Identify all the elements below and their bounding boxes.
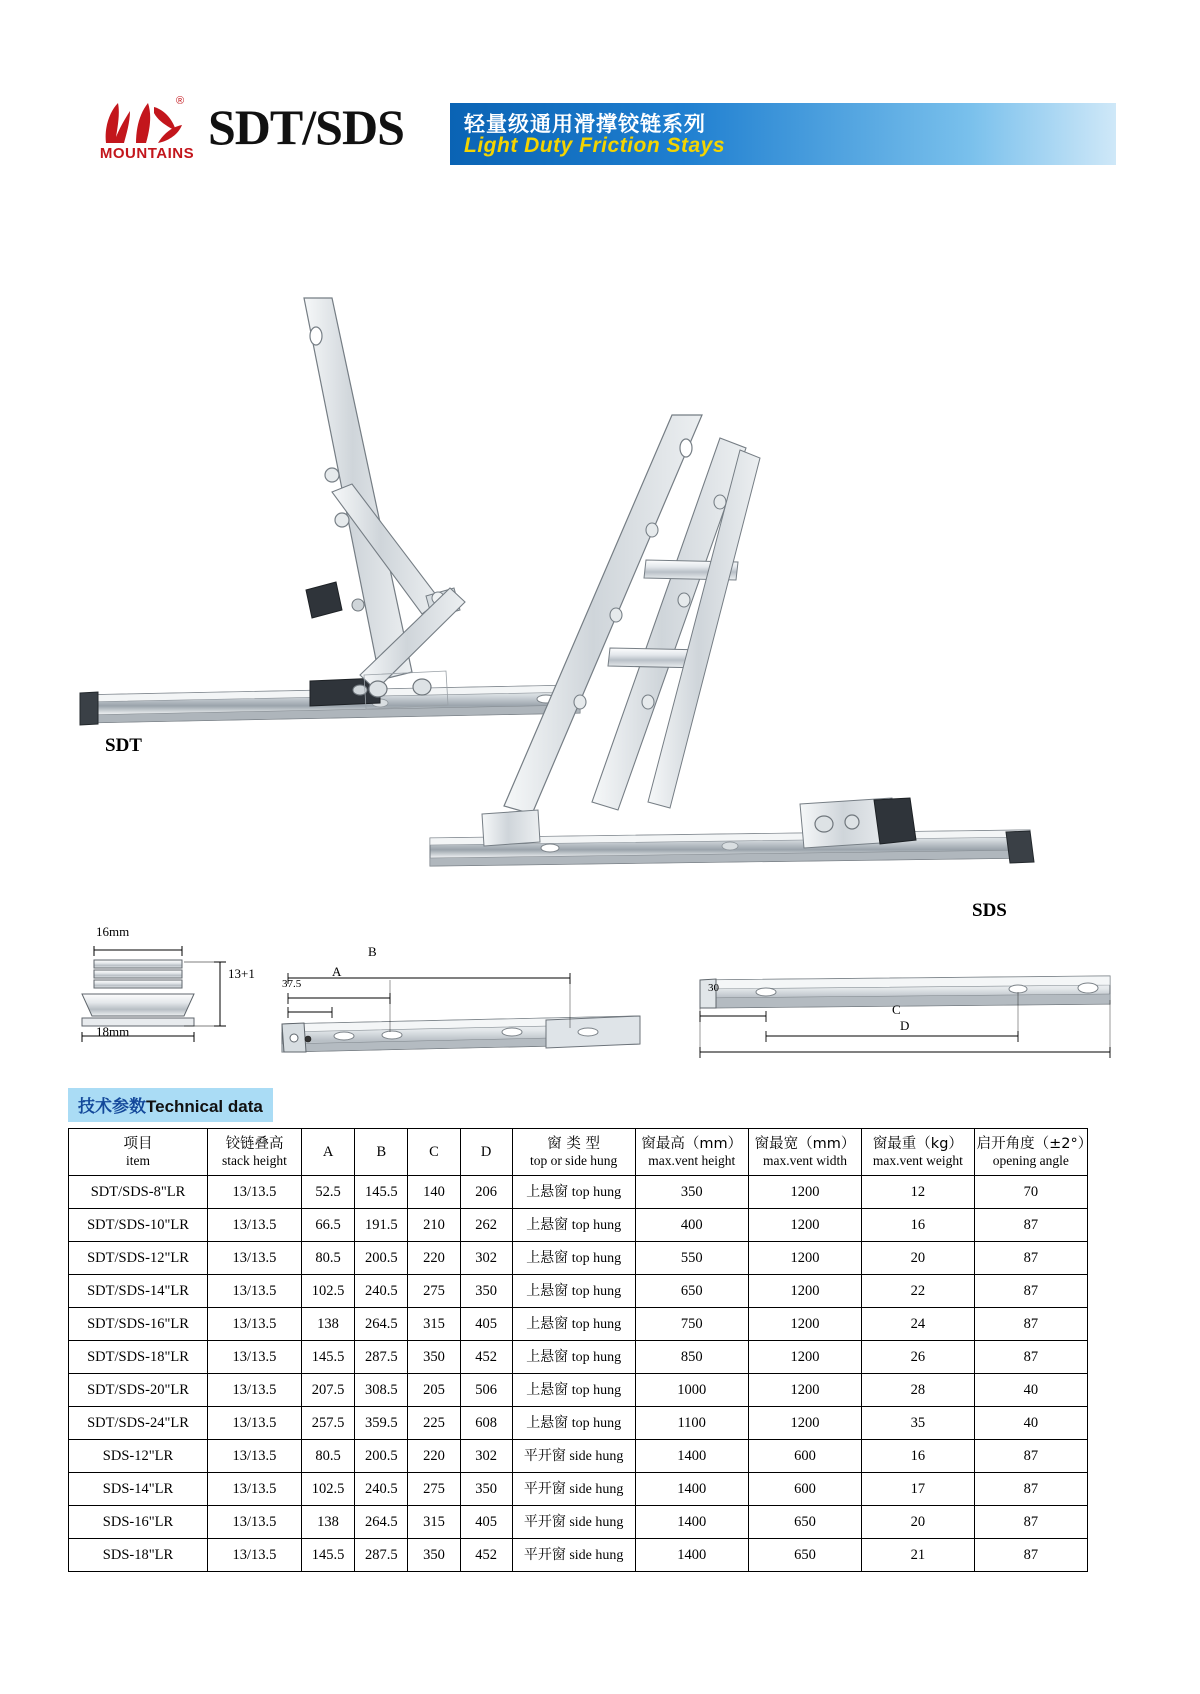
max-vent-width-cell: 650 — [748, 1539, 861, 1572]
a-cell: 145.5 — [301, 1341, 354, 1374]
table-row — [69, 1275, 1088, 1308]
item-cell: SDT/SDS-8"LR — [69, 1176, 208, 1209]
d-cell: 405 — [460, 1506, 512, 1539]
item-cell: SDT/SDS-18"LR — [69, 1341, 208, 1374]
b-cell: 264.5 — [355, 1506, 408, 1539]
c-cell: 225 — [408, 1407, 460, 1440]
max-vent-weight-cell: 26 — [862, 1341, 975, 1374]
window-type-cell — [512, 1374, 635, 1407]
window-type-cell — [512, 1440, 635, 1473]
table-row — [69, 1374, 1088, 1407]
table-row — [69, 1242, 1088, 1275]
window-type-cell — [512, 1209, 635, 1242]
max-vent-width-cell: 1200 — [748, 1242, 861, 1275]
b-cell: 264.5 — [355, 1308, 408, 1341]
max-vent-height-cell: 1400 — [635, 1473, 748, 1506]
window-type-cell — [512, 1539, 635, 1572]
c-cell: 315 — [408, 1506, 460, 1539]
b-cell: 200.5 — [355, 1440, 408, 1473]
technical-data-heading — [68, 1088, 273, 1122]
stack-height-cell: 13/13.5 — [208, 1440, 302, 1473]
d-cell: 405 — [460, 1308, 512, 1341]
max-vent-height-cell: 850 — [635, 1341, 748, 1374]
a-cell: 207.5 — [301, 1374, 354, 1407]
window-type-cell — [512, 1176, 635, 1209]
c-cell: 275 — [408, 1275, 460, 1308]
c-cell: 220 — [408, 1242, 460, 1275]
window-type-cell — [512, 1242, 635, 1275]
window-type-cell — [512, 1341, 635, 1374]
opening-angle-cell: 87 — [974, 1275, 1087, 1308]
window-type-cn: 上悬窗 — [526, 1414, 569, 1431]
d-cell: 608 — [460, 1407, 512, 1440]
label-sdt: SDT — [105, 735, 142, 756]
max-vent-weight-cell: 22 — [862, 1275, 975, 1308]
item-cell: SDS-16"LR — [69, 1506, 208, 1539]
table-body — [69, 1176, 1088, 1572]
col-max-vent-height: 窗最高（mm） max.vent height — [635, 1129, 748, 1176]
c-cell: 210 — [408, 1209, 460, 1242]
table-row — [69, 1308, 1088, 1341]
window-type-en: top hung — [568, 1184, 622, 1200]
window-type-cn: 平开窗 — [523, 1447, 566, 1464]
stack-height-cell: 13/13.5 — [208, 1374, 302, 1407]
window-type-en: top hung — [568, 1316, 622, 1332]
brand-name: MOUNTAINS — [99, 145, 195, 162]
stack-height-cell: 13/13.5 — [208, 1176, 302, 1209]
stack-height-cell: 13/13.5 — [208, 1539, 302, 1572]
table-row — [69, 1506, 1088, 1539]
product-illustrations — [60, 270, 1140, 950]
table-row — [69, 1209, 1088, 1242]
registered-mark: ® — [176, 95, 185, 107]
opening-angle-cell: 87 — [974, 1209, 1087, 1242]
col-d: D — [460, 1129, 512, 1176]
opening-angle-cell: 87 — [974, 1506, 1087, 1539]
d-cell: 350 — [460, 1473, 512, 1506]
max-vent-height-cell: 1400 — [635, 1440, 748, 1473]
window-type-cn: 平开窗 — [523, 1546, 566, 1563]
a-cell: 52.5 — [301, 1176, 354, 1209]
max-vent-width-cell: 1200 — [748, 1374, 861, 1407]
b-cell: 287.5 — [355, 1341, 408, 1374]
max-vent-weight-cell: 20 — [862, 1506, 975, 1539]
d-cell: 302 — [460, 1440, 512, 1473]
c-cell: 350 — [408, 1341, 460, 1374]
col-item: 项目 item — [69, 1129, 208, 1176]
a-cell: 138 — [301, 1308, 354, 1341]
d-cell: 206 — [460, 1176, 512, 1209]
window-type-cell — [512, 1275, 635, 1308]
max-vent-weight-cell: 12 — [862, 1176, 975, 1209]
max-vent-width-cell: 650 — [748, 1506, 861, 1539]
col-opening-angle: 启开角度（±2°） opening angle — [974, 1129, 1087, 1176]
d-cell: 452 — [460, 1539, 512, 1572]
b-cell: 145.5 — [355, 1176, 408, 1209]
d-cell: 302 — [460, 1242, 512, 1275]
dim-375-label: 37.5 — [282, 978, 302, 990]
brand-logo — [88, 95, 206, 173]
technical-data-heading-cn: 技术参数 — [78, 1097, 146, 1117]
table-row — [69, 1440, 1088, 1473]
item-cell: SDT/SDS-20"LR — [69, 1374, 208, 1407]
dim-30-label: 30 — [708, 982, 719, 994]
max-vent-weight-cell: 17 — [862, 1473, 975, 1506]
item-cell: SDT/SDS-24"LR — [69, 1407, 208, 1440]
a-cell: 80.5 — [301, 1440, 354, 1473]
a-cell: 145.5 — [301, 1539, 354, 1572]
d-cell: 350 — [460, 1275, 512, 1308]
max-vent-width-cell: 1200 — [748, 1341, 861, 1374]
max-vent-weight-cell: 16 — [862, 1440, 975, 1473]
title-banner — [450, 103, 1116, 165]
a-cell: 257.5 — [301, 1407, 354, 1440]
c-cell: 350 — [408, 1539, 460, 1572]
dim-height: 13+1 — [228, 966, 255, 981]
max-vent-width-cell: 600 — [748, 1440, 861, 1473]
item-cell: SDT/SDS-14"LR — [69, 1275, 208, 1308]
dimension-drawings — [60, 920, 1140, 1060]
max-vent-width-cell: 1200 — [748, 1275, 861, 1308]
a-cell: 80.5 — [301, 1242, 354, 1275]
sdt-drawing — [80, 298, 580, 725]
max-vent-weight-cell: 28 — [862, 1374, 975, 1407]
max-vent-weight-cell: 35 — [862, 1407, 975, 1440]
item-cell: SDT/SDS-12"LR — [69, 1242, 208, 1275]
b-cell: 287.5 — [355, 1539, 408, 1572]
dim-d-label: D — [900, 1018, 910, 1033]
window-type-en: top hung — [568, 1349, 622, 1365]
d-cell: 506 — [460, 1374, 512, 1407]
table-header-row — [69, 1129, 1088, 1176]
table-row — [69, 1407, 1088, 1440]
d-cell: 452 — [460, 1341, 512, 1374]
window-type-cn: 上悬窗 — [526, 1249, 569, 1266]
item-cell: SDS-12"LR — [69, 1440, 208, 1473]
b-cell: 240.5 — [355, 1473, 408, 1506]
max-vent-height-cell: 650 — [635, 1275, 748, 1308]
c-cell: 140 — [408, 1176, 460, 1209]
b-cell: 200.5 — [355, 1242, 408, 1275]
technical-data-heading-en: Technical data — [146, 1097, 263, 1116]
section-and-profile-views — [60, 920, 1140, 1060]
opening-angle-cell: 87 — [974, 1242, 1087, 1275]
opening-angle-cell: 87 — [974, 1539, 1087, 1572]
c-cell: 205 — [408, 1374, 460, 1407]
c-cell: 315 — [408, 1308, 460, 1341]
window-type-en: top hung — [568, 1382, 622, 1398]
window-type-en: side hung — [565, 1514, 624, 1530]
window-type-cell — [512, 1308, 635, 1341]
max-vent-weight-cell: 20 — [862, 1242, 975, 1275]
max-vent-height-cell: 550 — [635, 1242, 748, 1275]
table-row — [69, 1473, 1088, 1506]
sdt-main-arm — [304, 298, 412, 680]
window-type-en: top hung — [568, 1283, 622, 1299]
table-row — [69, 1176, 1088, 1209]
col-stack-height: 铰链叠高 stack height — [208, 1129, 302, 1176]
window-type-en: top hung — [568, 1217, 622, 1233]
item-cell: SDT/SDS-16"LR — [69, 1308, 208, 1341]
label-sds: SDS — [972, 900, 1007, 921]
col-max-vent-weight: 窗最重（kg） max.vent weight — [862, 1129, 975, 1176]
technical-data-table — [68, 1128, 1093, 1572]
window-type-cell — [512, 1407, 635, 1440]
max-vent-height-cell: 1100 — [635, 1407, 748, 1440]
stack-height-cell: 13/13.5 — [208, 1209, 302, 1242]
b-cell: 240.5 — [355, 1275, 408, 1308]
opening-angle-cell: 87 — [974, 1440, 1087, 1473]
window-type-en: top hung — [568, 1415, 622, 1431]
banner-title-en: Light Duty Friction Stays — [464, 134, 726, 157]
max-vent-weight-cell: 16 — [862, 1209, 975, 1242]
max-vent-height-cell: 750 — [635, 1308, 748, 1341]
dim-a-label: A — [332, 964, 342, 979]
col-a: A — [301, 1129, 354, 1176]
b-cell: 359.5 — [355, 1407, 408, 1440]
window-type-cn: 上悬窗 — [526, 1216, 569, 1233]
stack-height-cell: 13/13.5 — [208, 1275, 302, 1308]
dim-b-label: B — [368, 944, 377, 959]
opening-angle-cell: 40 — [974, 1374, 1087, 1407]
a-cell: 102.5 — [301, 1473, 354, 1506]
opening-angle-cell: 87 — [974, 1341, 1087, 1374]
window-type-cn: 平开窗 — [523, 1480, 566, 1497]
friction-stay-drawings — [60, 270, 1140, 950]
c-cell: 220 — [408, 1440, 460, 1473]
max-vent-width-cell: 1200 — [748, 1407, 861, 1440]
window-type-cn: 上悬窗 — [526, 1183, 569, 1200]
window-type-cell — [512, 1506, 635, 1539]
a-cell: 102.5 — [301, 1275, 354, 1308]
max-vent-width-cell: 1200 — [748, 1308, 861, 1341]
window-type-en: side hung — [565, 1448, 624, 1464]
page-header — [88, 95, 1116, 175]
window-type-cn: 平开窗 — [523, 1513, 566, 1530]
sds-drawing — [430, 415, 1034, 866]
window-type-cn: 上悬窗 — [526, 1282, 569, 1299]
col-b: B — [355, 1129, 408, 1176]
max-vent-height-cell: 350 — [635, 1176, 748, 1209]
window-type-cell — [512, 1473, 635, 1506]
table-row — [69, 1539, 1088, 1572]
max-vent-weight-cell: 24 — [862, 1308, 975, 1341]
dim-c-label: C — [892, 1002, 901, 1017]
window-type-cn: 上悬窗 — [526, 1348, 569, 1365]
max-vent-width-cell: 1200 — [748, 1209, 861, 1242]
opening-angle-cell: 87 — [974, 1473, 1087, 1506]
max-vent-height-cell: 1000 — [635, 1374, 748, 1407]
c-cell: 275 — [408, 1473, 460, 1506]
opening-angle-cell: 40 — [974, 1407, 1087, 1440]
col-max-vent-width: 窗最宽（mm） max.vent width — [748, 1129, 861, 1176]
series-title: SDT/SDS — [208, 99, 404, 155]
item-cell: SDS-18"LR — [69, 1539, 208, 1572]
max-vent-width-cell: 600 — [748, 1473, 861, 1506]
stack-height-cell: 13/13.5 — [208, 1506, 302, 1539]
window-type-en: side hung — [565, 1481, 624, 1497]
item-cell: SDT/SDS-10"LR — [69, 1209, 208, 1242]
window-type-en: top hung — [568, 1250, 622, 1266]
table-row — [69, 1341, 1088, 1374]
stack-height-cell: 13/13.5 — [208, 1308, 302, 1341]
dim-width-top: 16mm — [96, 924, 130, 939]
item-cell: SDS-14"LR — [69, 1473, 208, 1506]
a-cell: 138 — [301, 1506, 354, 1539]
b-cell: 308.5 — [355, 1374, 408, 1407]
a-cell: 66.5 — [301, 1209, 354, 1242]
max-vent-height-cell: 400 — [635, 1209, 748, 1242]
stack-height-cell: 13/13.5 — [208, 1473, 302, 1506]
b-cell: 191.5 — [355, 1209, 408, 1242]
stack-height-cell: 13/13.5 — [208, 1407, 302, 1440]
opening-angle-cell: 70 — [974, 1176, 1087, 1209]
max-vent-height-cell: 1400 — [635, 1506, 748, 1539]
max-vent-width-cell: 1200 — [748, 1176, 861, 1209]
opening-angle-cell: 87 — [974, 1308, 1087, 1341]
max-vent-height-cell: 1400 — [635, 1539, 748, 1572]
stack-height-cell: 13/13.5 — [208, 1341, 302, 1374]
max-vent-weight-cell: 21 — [862, 1539, 975, 1572]
d-cell: 262 — [460, 1209, 512, 1242]
col-c: C — [408, 1129, 460, 1176]
window-type-en: side hung — [565, 1547, 624, 1563]
dim-width-bottom: 18mm — [96, 1024, 130, 1039]
window-type-cn: 上悬窗 — [526, 1315, 569, 1332]
col-window-type: 窗 类 型 top or side hung — [512, 1129, 635, 1176]
banner-title-cn: 轻量级通用滑撑铰链系列 — [464, 112, 706, 136]
window-type-cn: 上悬窗 — [526, 1381, 569, 1398]
stack-height-cell: 13/13.5 — [208, 1242, 302, 1275]
